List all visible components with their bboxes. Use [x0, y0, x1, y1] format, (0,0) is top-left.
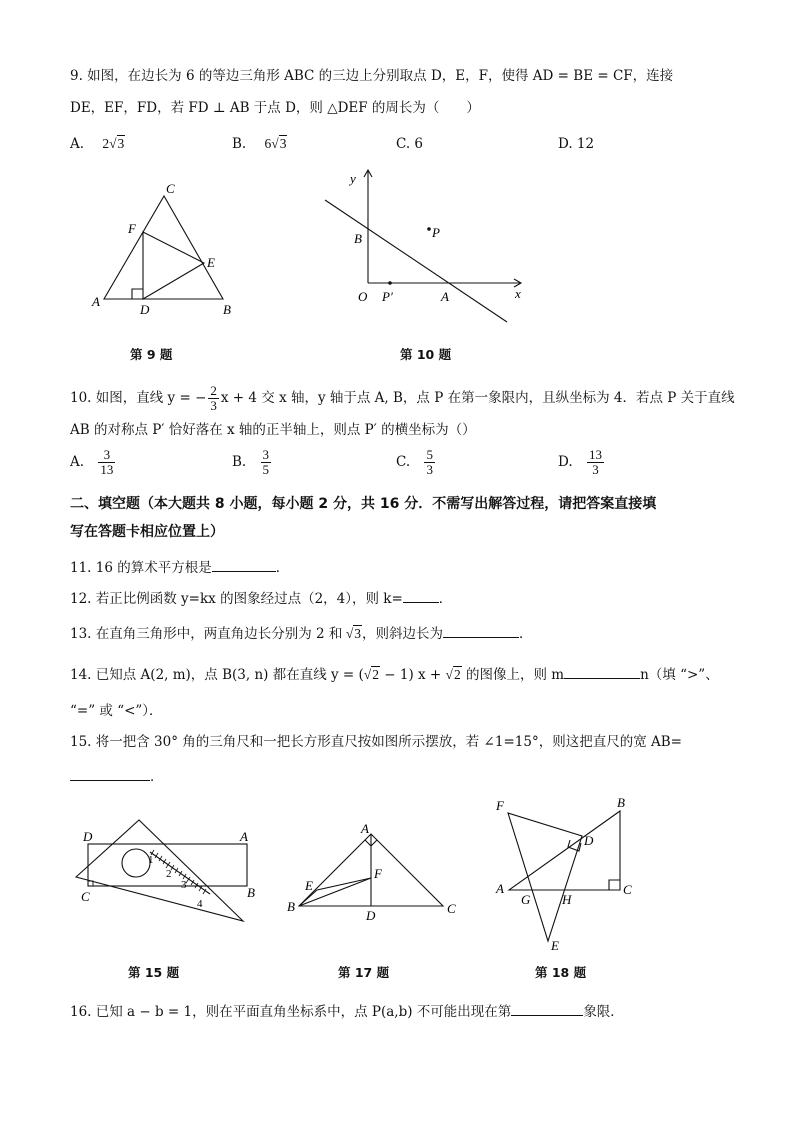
q15-line1: 15. 将一把含 30° 角的三角尺和一把长方形直尺按如图所示摆放，若 ∠1=15°，则这把直尺的宽 AB=: [70, 734, 682, 750]
q9-option-c: C. 6: [396, 136, 424, 152]
right-angle-mark: [132, 289, 143, 299]
section-2-title-line2: 写在答题卡相应位置上）: [70, 524, 224, 540]
triangle-abc: [509, 811, 620, 890]
q9-option-d: D. 12: [558, 136, 595, 152]
set-square: [76, 820, 243, 921]
q9-line1: 9. 如图，在边长为 6 的等边三角形 ABC 的三边上分别取点 D，E，F，使得 AD = BE = CF，连接: [70, 68, 674, 84]
q16: 16. 已知 a − b = 1，则在平面直角坐标系中，点 P(a,b) 不可能出现在第 象限．: [70, 1001, 624, 1022]
triangle-def: [508, 813, 582, 941]
caption-fig17: 第 17 题: [338, 965, 390, 980]
label-a: A: [240, 829, 248, 844]
label-b: B: [617, 795, 625, 810]
label-c: C: [623, 882, 632, 897]
caption-fig18: 第 18 题: [535, 965, 587, 980]
label-a: A: [441, 289, 449, 304]
label-y: y: [350, 171, 356, 186]
label-o: O: [358, 289, 368, 304]
label-x: x: [515, 286, 521, 301]
label-p: P: [432, 225, 440, 240]
q13-answer-blank: [443, 623, 519, 638]
q14-answer-blank: [564, 664, 640, 679]
q13: 13. 在直角三角形中，两直角边长分别为 2 和 √3，则斜边长为 ．: [70, 623, 532, 644]
q15-answer-blank: [70, 766, 150, 781]
set-square-hole: [122, 849, 150, 877]
label-2: 2: [166, 868, 172, 880]
caption-fig10: 第 10 题: [400, 347, 452, 362]
label-f: F: [128, 221, 136, 236]
triangle-abc: [104, 196, 223, 299]
q11-answer-blank: [212, 557, 276, 572]
q14-line2: “=” 或 “<”）．: [70, 703, 163, 719]
q9-option-b: B. 6√3: [232, 136, 287, 152]
point-p: [427, 227, 431, 231]
q10-line2: AB 的对称点 P′ 恰好落在 x 轴的正半轴上，则点 P′ 的横坐标为（）: [70, 422, 476, 438]
q10-option-b: B. $\frac{3}{5}$: [232, 447, 270, 477]
label-b: B: [223, 302, 231, 317]
q12-answer-blank: [403, 588, 439, 603]
triangle-def: [143, 232, 204, 299]
q10-option-c: C. $\frac{5}{3}$: [396, 447, 433, 477]
label-c: C: [447, 901, 456, 916]
label-c: C: [166, 181, 175, 196]
right-angle-mark-c: [609, 880, 620, 890]
label-a: A: [361, 821, 369, 836]
point-p-prime: [388, 281, 392, 285]
figure-18: [490, 793, 640, 955]
q11: 11. 16 的算术平方根是 ．: [70, 557, 289, 578]
label-e: E: [305, 878, 313, 893]
q9-line2: DE，EF，FD，若 FD ⊥ AB 于点 D，则 △DEF 的周长为（ ）: [70, 100, 480, 116]
caption-fig15: 第 15 题: [128, 965, 180, 980]
q9-option-a: A. 2√3: [70, 136, 125, 152]
section-2-title-line1: 二、填空题（本大题共 8 小题，每小题 2 分，共 16 分．不需写出解答过程，请把答案直接填: [70, 496, 657, 512]
label-d: D: [584, 833, 594, 848]
figure-9: [90, 175, 250, 320]
label-e: E: [207, 255, 215, 270]
q14-line1: 14. 已知点 A(2, m)，点 B(3, n) 都在直线 y = (√2 − 1) x + √2 的图像上，则 m n（填 “>”、: [70, 664, 719, 685]
label-p-prime: P′: [382, 289, 393, 304]
label-g: G: [521, 892, 531, 907]
label-a: A: [92, 294, 100, 309]
line-ab: [325, 200, 507, 322]
label-d: D: [83, 829, 93, 844]
q15-line2: ．: [70, 766, 164, 787]
figure-15: [70, 815, 270, 930]
q16-answer-blank: [511, 1001, 583, 1016]
label-e: E: [551, 938, 559, 953]
q10-line1: 10. 如图，直线 y = − $\frac{2}{3}$ x + 4 交 x 轴，y 轴于点 A, B，点 P 在第一象限内，且纵坐标为 4．若点 P 关于直线: [70, 383, 735, 413]
q10-option-a: A. $\frac{3}{13}$: [70, 447, 114, 477]
label-4: 4: [197, 898, 203, 910]
q12: 12. 若正比例函数 y=kx 的图象经过点（2，4），则 k= ．: [70, 588, 452, 609]
figure-10: [320, 165, 530, 330]
label-c: C: [81, 889, 90, 904]
label-a: A: [496, 881, 504, 896]
label-f: F: [496, 798, 504, 813]
label-d: D: [140, 302, 150, 317]
label-b: B: [354, 231, 362, 246]
q10-option-d: D. $\frac{13}{3}$: [558, 447, 602, 477]
label-angle-1: 1: [148, 854, 154, 866]
caption-fig9: 第 9 题: [130, 347, 173, 362]
figure-17: [285, 820, 460, 923]
label-f: F: [374, 866, 382, 881]
label-3: 3: [181, 879, 187, 891]
label-b: B: [247, 885, 255, 900]
label-d: D: [366, 908, 376, 923]
q10-fraction: $\frac{2}{3}$: [210, 383, 217, 413]
label-h: H: [562, 892, 572, 907]
label-b: B: [287, 899, 295, 914]
